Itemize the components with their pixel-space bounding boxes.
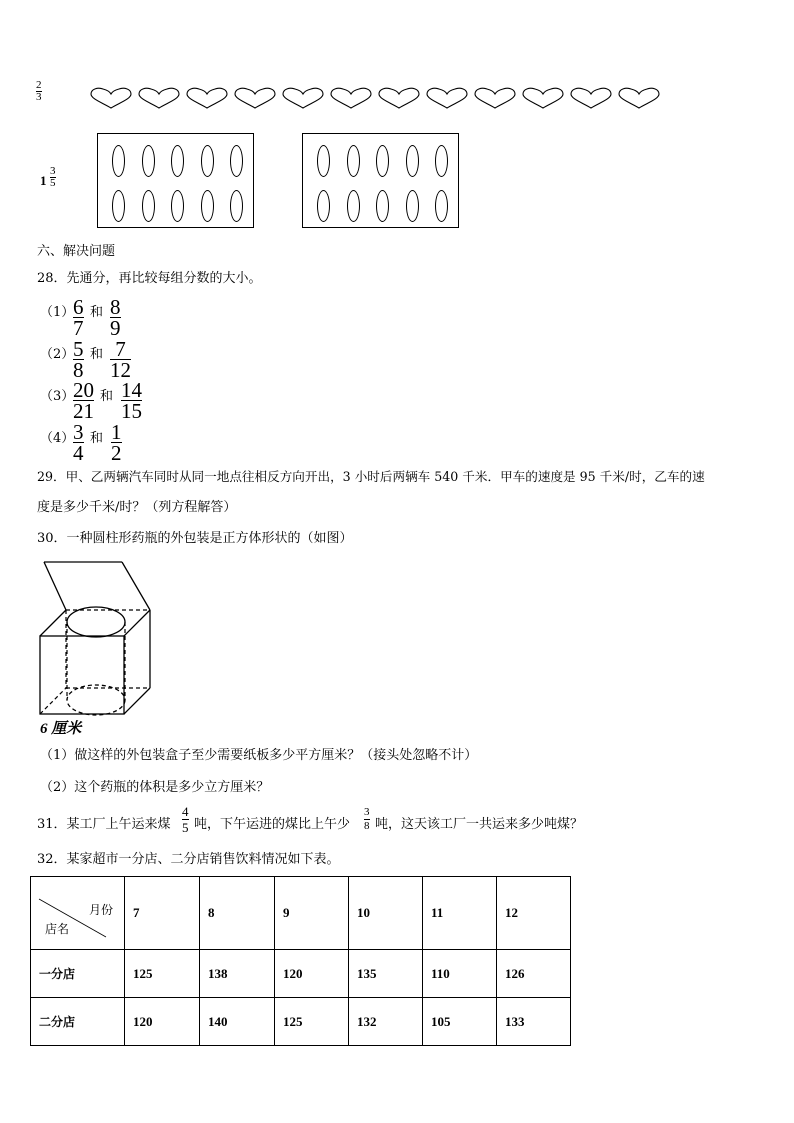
oval-shape — [317, 145, 330, 177]
q32-text: 32．某家超市一分店、二分店销售饮料情况如下表。 — [37, 852, 340, 867]
oval-shape — [347, 190, 360, 222]
q28-item-1-label: （1） — [40, 305, 75, 320]
table-cell: 125 — [125, 950, 200, 998]
heart-shape — [137, 86, 181, 110]
heart-shape — [233, 86, 277, 110]
month-header: 10 — [349, 877, 423, 950]
oval-shape — [142, 145, 155, 177]
heart-shape — [521, 86, 565, 110]
q30-text: 30．一种圆柱形药瓶的外包装是正方体形状的（如图） — [37, 531, 353, 546]
oval-shape — [171, 145, 184, 177]
q28-item-3-frac-b: 14 15 — [121, 378, 142, 423]
table-cell: 110 — [423, 950, 497, 998]
oval-shape — [201, 190, 214, 222]
heart-shape — [569, 86, 613, 110]
heart-shape — [473, 86, 517, 110]
oval-shape — [230, 145, 243, 177]
q28-item-3-frac-a: 20 21 — [73, 378, 94, 423]
heart-shape — [281, 86, 325, 110]
table-cell: 133 — [497, 998, 571, 1046]
store-name: 二分店 — [31, 998, 125, 1046]
table-cell: 120 — [125, 998, 200, 1046]
oval-shape — [142, 190, 155, 222]
oval-shape — [406, 190, 419, 222]
q28-item-2-frac-b: 7 12 — [110, 337, 131, 382]
q28-item-3-and: 和 — [100, 389, 114, 404]
q31-frac-1: 4 5 — [182, 804, 189, 835]
q28-item-1-and: 和 — [90, 305, 104, 320]
q28-item-1-frac-b: 8 9 — [110, 295, 121, 340]
sales-table — [30, 876, 571, 1046]
q28-item-2-label: （2） — [40, 347, 75, 362]
heart-shape — [185, 86, 229, 110]
table-cell: 125 — [275, 998, 349, 1046]
q28-item-2-and: 和 — [90, 347, 104, 362]
oval-shape — [347, 145, 360, 177]
heart-shape — [425, 86, 469, 110]
oval-shape — [112, 190, 125, 222]
q31-part-3: 吨，这天该工厂一共运来多少吨煤？ — [375, 817, 584, 832]
q28-item-4-and: 和 — [90, 431, 104, 446]
oval-shape — [230, 190, 243, 222]
table-cell: 138 — [200, 950, 275, 998]
oval-shape — [112, 145, 125, 177]
q31-frac-2: 3 8 — [364, 806, 370, 832]
q28-item-4-frac-b: 1 2 — [111, 420, 122, 465]
q28-item-3-label: （3） — [40, 389, 75, 404]
oval-shape — [406, 145, 419, 177]
q28-item-2-frac-a: 5 8 — [73, 337, 84, 382]
table-cell: 135 — [349, 950, 423, 998]
table-cell: 105 — [423, 998, 497, 1046]
fraction-2-3: 2 3 — [36, 79, 42, 103]
q31-part-1: 31．某工厂上午运来煤 — [37, 817, 171, 832]
q29-line-2: 度是多少千米/时？（列方程解答） — [37, 500, 237, 515]
table-cell: 126 — [497, 950, 571, 998]
oval-shape — [317, 190, 330, 222]
oval-shape — [376, 190, 389, 222]
q31-part-2: 吨，下午运进的煤比上午少 — [194, 817, 351, 832]
q28-item-4-label: （4） — [40, 431, 75, 446]
month-header: 9 — [275, 877, 349, 950]
oval-shape — [435, 190, 448, 222]
q28-item-4-frac-a: 3 4 — [73, 420, 84, 465]
table-row — [31, 998, 571, 1046]
oval-shape — [201, 145, 214, 177]
q30-sub-1: （1）做这样的外包装盒子至少需要纸板多少平方厘米？（接头处忽略不计） — [40, 748, 478, 763]
month-header: 11 — [423, 877, 497, 950]
section-title: 六、解决问题 — [37, 244, 116, 259]
corner-header: 月份 店名 — [31, 877, 125, 950]
table-cell: 140 — [200, 998, 275, 1046]
month-header: 8 — [200, 877, 275, 950]
heart-shape — [617, 86, 661, 110]
table-header-row — [31, 877, 571, 950]
q28-text: 28．先通分，再比较每组分数的大小。 — [37, 271, 262, 286]
table-row — [31, 950, 571, 998]
oval-shape — [435, 145, 448, 177]
figure-label: 6 厘米 — [40, 721, 82, 737]
heart-shape — [377, 86, 421, 110]
month-header: 7 — [125, 877, 200, 950]
q28-item-1-frac-a: 6 7 — [73, 295, 84, 340]
table-cell: 132 — [349, 998, 423, 1046]
month-header: 12 — [497, 877, 571, 950]
q29-line-1: 29．甲、乙两辆汽车同时从同一地点往相反方向开出，3 小时后两辆车 540 千米．甲车的速度是 95 千米/时，乙车的速 — [37, 469, 705, 484]
oval-shape — [171, 190, 184, 222]
table-cell: 120 — [275, 950, 349, 998]
corner-diagonal — [31, 877, 132, 950]
heart-shape — [89, 86, 133, 110]
oval-shape — [376, 145, 389, 177]
cube-cylinder-figure — [30, 560, 160, 720]
q30-sub-2: （2）这个药瓶的体积是多少立方厘米？ — [40, 780, 270, 795]
store-name: 一分店 — [31, 950, 125, 998]
heart-shape — [329, 86, 373, 110]
